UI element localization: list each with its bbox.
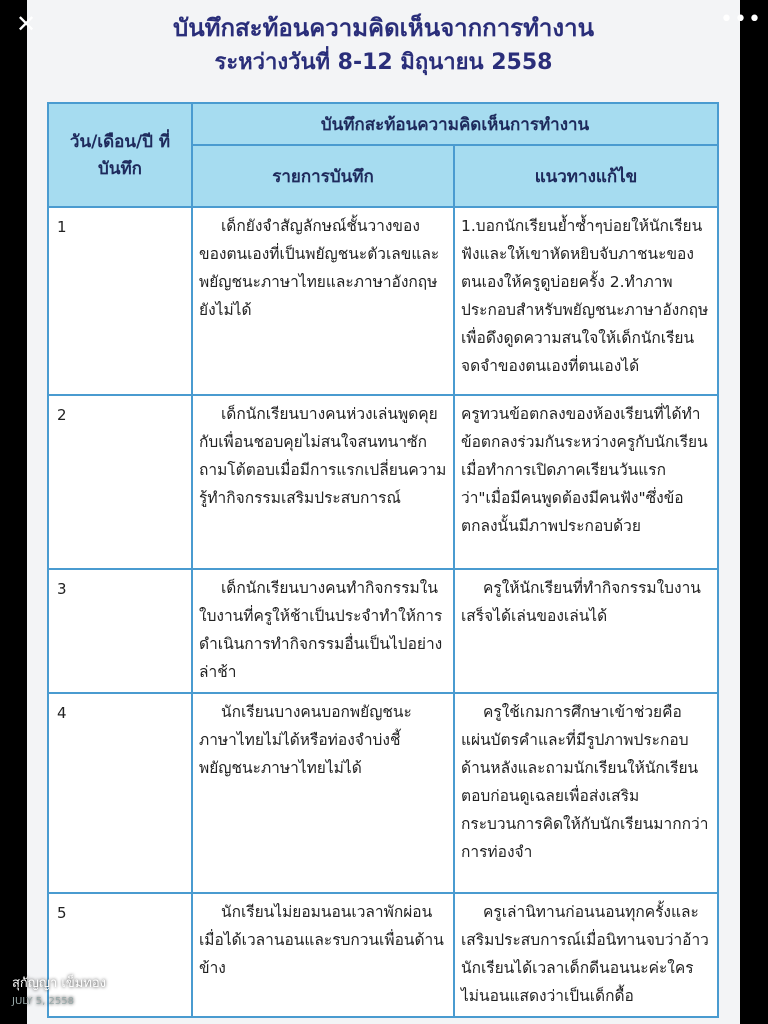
header-solution: แนวทางแก้ไข — [454, 145, 718, 207]
more-options-icon[interactable]: ••• — [720, 7, 762, 32]
page-title: บันทึกสะท้อนความคิดเห็นจากการทำงาน — [173, 14, 594, 42]
table-row — [48, 207, 718, 395]
row-solution: ครูใช้เกมการศึกษาเข้าช่วยคือแผ่นบัตรคำและที่มีรูปภาพประกอบด้านหลังและถามนักเรียนให้นักเรียนตอบก่อนดูเฉลยเพื่อส่งเสริมกระบวนการคิดให้กับนักเรียนมากกว่าการท่องจำ — [454, 693, 718, 893]
row-number: 3 — [48, 569, 192, 693]
table-row — [48, 569, 718, 693]
close-icon[interactable]: ✕ — [15, 10, 37, 38]
page-subtitle: ระหว่างวันที่ 8-12 มิถุนายน 2558 — [214, 50, 553, 75]
table-row — [48, 693, 718, 893]
photo-date: JULY 5, 2558 — [12, 996, 74, 1007]
row-item: เด็กนักเรียนบางคนทำกิจกรรมในใบงานที่ครูให้ช้าเป็นประจำทำให้การดำเนินการทำกิจกรรมอื่นเป็นไปอย่างล่าช้า — [192, 569, 454, 693]
row-item: เด็กยังจำสัญลักษณ์ชั้นวางของของตนเองที่เป็นพยัญชนะตัวเลขและพยัญชนะภาษาไทยและภาษาอังกฤษยังไม่ได้ — [192, 207, 454, 395]
header-date: วัน/เดือน/ปี ที่บันทึก — [48, 103, 192, 207]
table-row — [48, 893, 718, 1017]
document-photo — [27, 0, 740, 1024]
row-solution: ครูทวนข้อตกลงของห้องเรียนที่ได้ทำข้อตกลงร่วมกันระหว่างครูกับนักเรียนเมื่อทำการเปิดภาคเรียนวันแรกว่า"เมื่อมีคนพูดต้องมีคนฟัง"ซึ่งข้อตกลงนั้นมีภาพประกอบด้วย — [454, 395, 718, 569]
row-solution: 1.บอกนักเรียนย้ำซ้ำๆบ่อยให้นักเรียนฟังและให้เขาหัดหยิบจับภาชนะของตนเองให้ครูดูบ่อยครั้ง 2.ทำภาพประกอบสำหรับพยัญชนะภาษาอังกฤษเพื่อดึงดูดความสนใจให้เด็กนักเรียนจดจำของตนเองที่ตนเองได้ — [454, 207, 718, 395]
row-number: 4 — [48, 693, 192, 893]
row-number: 2 — [48, 395, 192, 569]
header-item: รายการบันทึก — [192, 145, 454, 207]
row-number: 1 — [48, 207, 192, 395]
table-row — [48, 395, 718, 569]
header-group: บันทึกสะท้อนความคิดเห็นการทำงาน — [192, 103, 718, 145]
row-item: เด็กนักเรียนบางคนห่วงเล่นพูดคุยกับเพื่อนชอบคุยไม่สนใจสนทนาซักถามโต้ตอบเมื่อมีการแรกเปลี่ยนความรู้ทำกิจกรรมเสริมประสบการณ์ — [192, 395, 454, 569]
row-solution: ครูเล่านิทานก่อนนอนทุกครั้งและเสริมประสบการณ์เมื่อนิทานจบว่าอ้าวนักเรียนได้เวลาเด็กดีนอนนะค่ะใครไม่นอนแสดงว่าเป็นเด็กดื้อ — [454, 893, 718, 1017]
row-solution: ครูให้นักเรียนที่ทำกิจกรรมใบงานเสร็จได้เล่นของเล่นได้ — [454, 569, 718, 693]
photo-author[interactable]: สุกัญญา เข็มทอง — [12, 976, 107, 991]
row-item: นักเรียนไม่ยอมนอนเวลาพักผ่อนเมื่อได้เวลานอนและรบกวนเพื่อนด้านข้าง — [192, 893, 454, 1017]
row-number: 5 — [48, 893, 192, 1017]
reflection-table — [47, 102, 719, 1018]
row-item: นักเรียนบางคนบอกพยัญชนะภาษาไทยไม่ได้หรือท่องจำบ่งชี้พยัญชนะภาษาไทยไม่ได้ — [192, 693, 454, 893]
